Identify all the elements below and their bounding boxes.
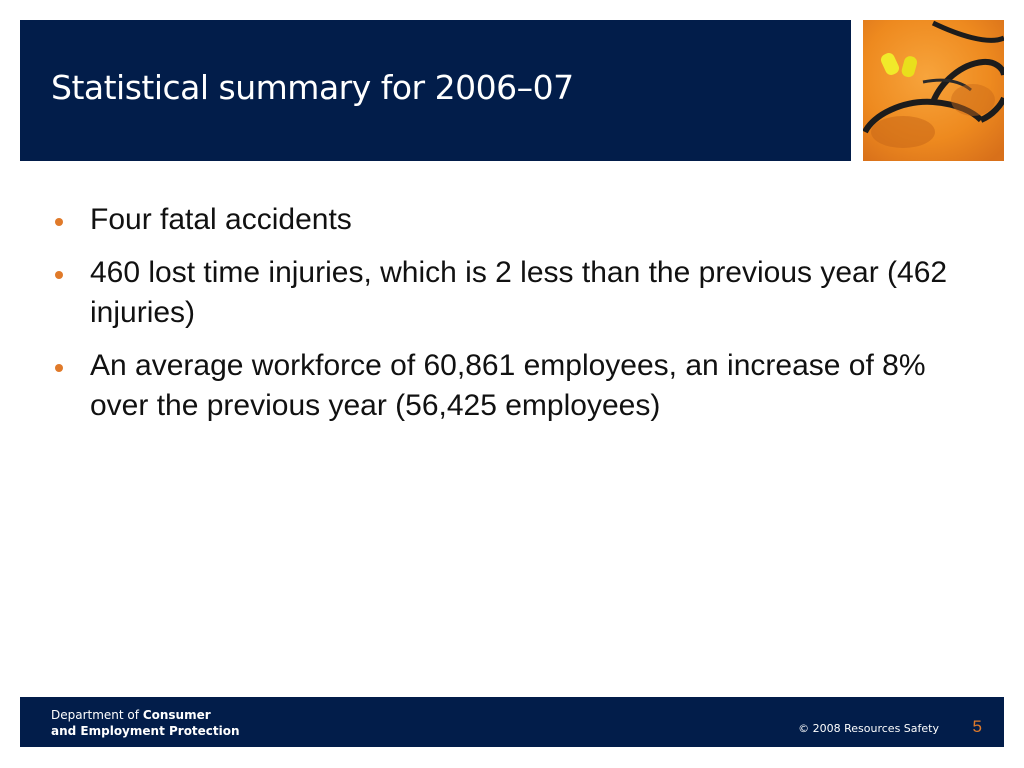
bullet-point-icon <box>55 364 63 372</box>
bullet-workforce <box>55 346 955 426</box>
bullet-text: 460 lost time injuries, which is 2 less than the previous year (462 injuries) <box>90 256 948 329</box>
bullet-lost-time-injuries <box>55 253 955 333</box>
bullet-text: An average workforce of 60,861 employees, an increase of 8% over the previous year (56,425 employees) <box>90 349 926 422</box>
department-name-line-1: Consumer <box>142 708 211 722</box>
bullet-text: Four fatal accidents <box>90 203 352 236</box>
department-name-line-2: and Employment Protection <box>51 724 240 738</box>
footer-banner <box>20 697 1004 747</box>
title-banner <box>20 20 851 161</box>
copyright-notice: © 2008 Resources Safety <box>798 722 939 735</box>
slide-title: Statistical summary for 2006–07 <box>51 68 574 107</box>
bullet-point-icon <box>55 218 63 226</box>
department-prefix: Department of <box>51 708 143 722</box>
bullet-list <box>55 200 955 439</box>
department-name <box>51 707 240 739</box>
bullet-point-icon <box>55 271 63 279</box>
page-number: 5 <box>972 717 982 736</box>
safety-glasses-earplugs-photo <box>863 20 1004 161</box>
bullet-fatal-accidents <box>55 200 955 240</box>
